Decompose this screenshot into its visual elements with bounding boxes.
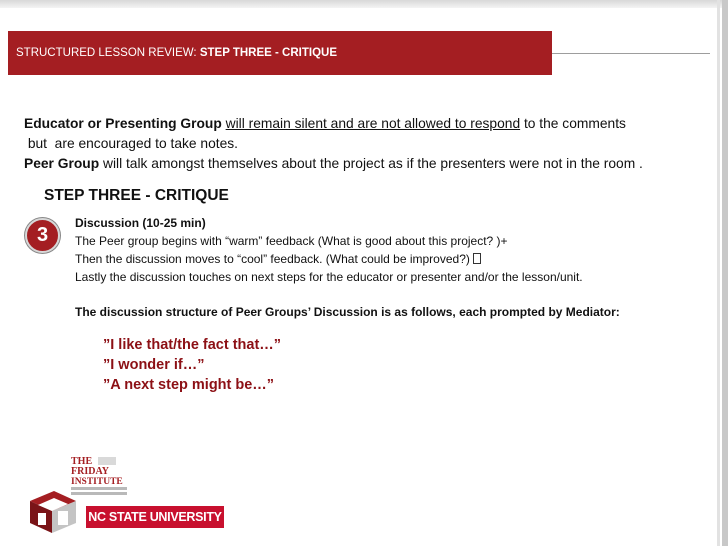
discussion-line-3: Lastly the discussion touches on next steps for the educator or presenter and/or the lesson/unit.: [75, 270, 583, 284]
discussion-title: Discussion (10-25 min): [75, 216, 206, 230]
college-emblem-icon: [24, 487, 78, 535]
slide-title: [16, 47, 337, 59]
header-rule: [552, 53, 710, 54]
svg-text:THE: THE: [71, 456, 93, 467]
header-bar: [8, 31, 552, 75]
slide-title-bold: STEP THREE - CRITIQUE: [199, 47, 337, 59]
peer-group-label: Peer Group: [24, 156, 100, 171]
intro-line-2: but are encouraged to take notes.: [24, 136, 238, 151]
svg-text:INSTITUTE: INSTITUTE: [71, 477, 123, 487]
ncsu-logo: NC STATE UNIVERSITY: [86, 506, 224, 528]
discussion-structure: The discussion structure of Peer Groups’ Discussion is as follows, each prompted by Mediator:: [75, 305, 620, 319]
slide-title-prefix: STRUCTURED LESSON REVIEW:: [16, 47, 200, 59]
discussion-line-1: The Peer group begins with “warm” feedback (What is good about this project? )+: [75, 234, 508, 248]
discussion-line-2-text: Then the discussion moves to “cool” feedback. (What could be improved?): [75, 252, 474, 266]
step-number-badge: 3: [25, 218, 60, 253]
educator-label: Educator or Presenting Group: [24, 116, 222, 131]
intro-paragraph: [24, 114, 714, 174]
intro-line-1: [24, 114, 714, 134]
step-heading: STEP THREE - CRITIQUE: [44, 187, 229, 204]
silent-rule: will remain silent and are not allowed to respond: [225, 116, 521, 131]
intro-line-3: [24, 154, 714, 174]
slide-right-border-inner: [717, 0, 720, 546]
intro-rest-1: to the comments: [520, 116, 626, 131]
prompt-item: ”I like that/the fact that…”: [103, 337, 282, 353]
prompt-list: [103, 335, 281, 395]
slide-right-border: [722, 0, 728, 546]
prompt-item: ”I wonder if…”: [103, 357, 205, 373]
friday-institute-logo: [70, 455, 132, 497]
svg-text:FRIDAY: FRIDAY: [71, 466, 109, 477]
missing-glyph-icon: [473, 253, 481, 264]
slide-top-border: [0, 0, 728, 8]
discussion-block: [75, 214, 705, 321]
peer-group-rest: will talk amongst themselves about the project as if the presenters were not in the room .: [99, 156, 643, 171]
prompt-item: ”A next step might be…”: [103, 377, 275, 393]
discussion-line-2: [75, 250, 705, 268]
